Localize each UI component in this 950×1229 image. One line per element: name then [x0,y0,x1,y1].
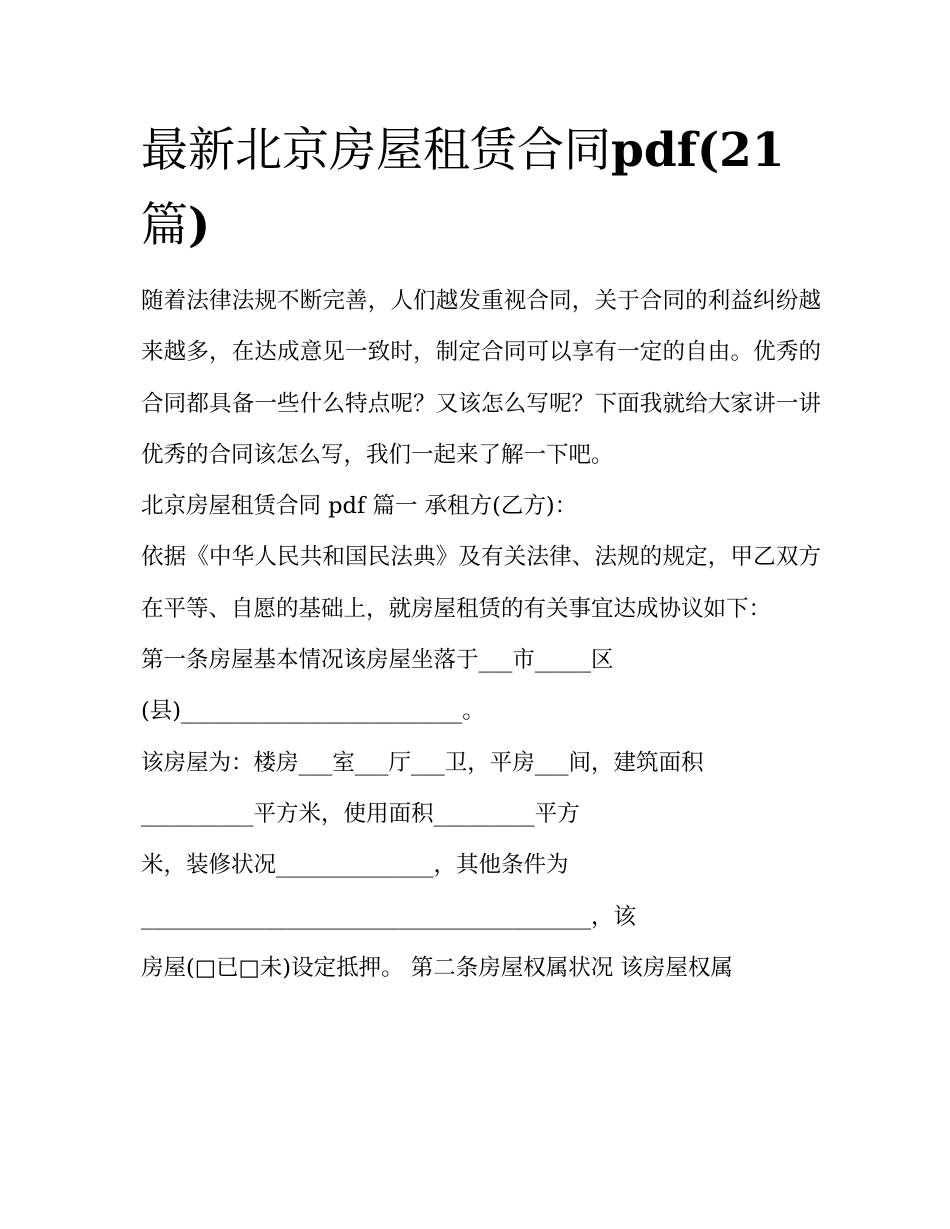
clause-line: 第一条房屋基本情况该房屋坐落于___市_____区 [141,647,614,674]
title-line2-latin: ) [188,198,211,253]
title-cjk: 最新北京房屋租赁合同 [141,123,611,178]
document-title [141,113,821,263]
document-body [141,276,821,994]
title-line2-cjk: 篇 [141,198,188,253]
legal-basis-paragraph: 依据《中华人民共和国民法典》及有关法律、法规的规定，甲乙双方在平等、自愿的基础上，就房屋租赁的有关事宜达成协议如下： [141,544,821,622]
clause-line: 房屋(□已□未)设定抵押。 第二条房屋权属状况 该房屋权属 [141,954,733,981]
clause-line: 米，装修状况______________，其他条件为 [141,852,569,879]
clause-line: 该房屋为：楼房___室___厅___卫，平房___间，建筑面积 [141,749,704,776]
clause-line: (县)_________________________。 [141,698,485,725]
clause-line: ________________________________________，该 [141,903,637,930]
clause-line: __________平方米，使用面积_________平方 [141,800,580,827]
title-latin-part: pdf(21 [611,123,785,178]
section-heading: 北京房屋租赁合同 pdf 篇一 承租方(乙方)： [141,493,578,520]
intro-paragraph: 随着法律法规不断完善，人们越发重视合同，关于合同的利益纠纷越来越多，在达成意见一致时，制定合同可以享有一定的自由。优秀的合同都具备一些什么特点呢？又该怎么写呢？下面我就给大家讲一讲优秀的合同该怎么写，我们一起来了解一下吧。 [141,288,821,468]
